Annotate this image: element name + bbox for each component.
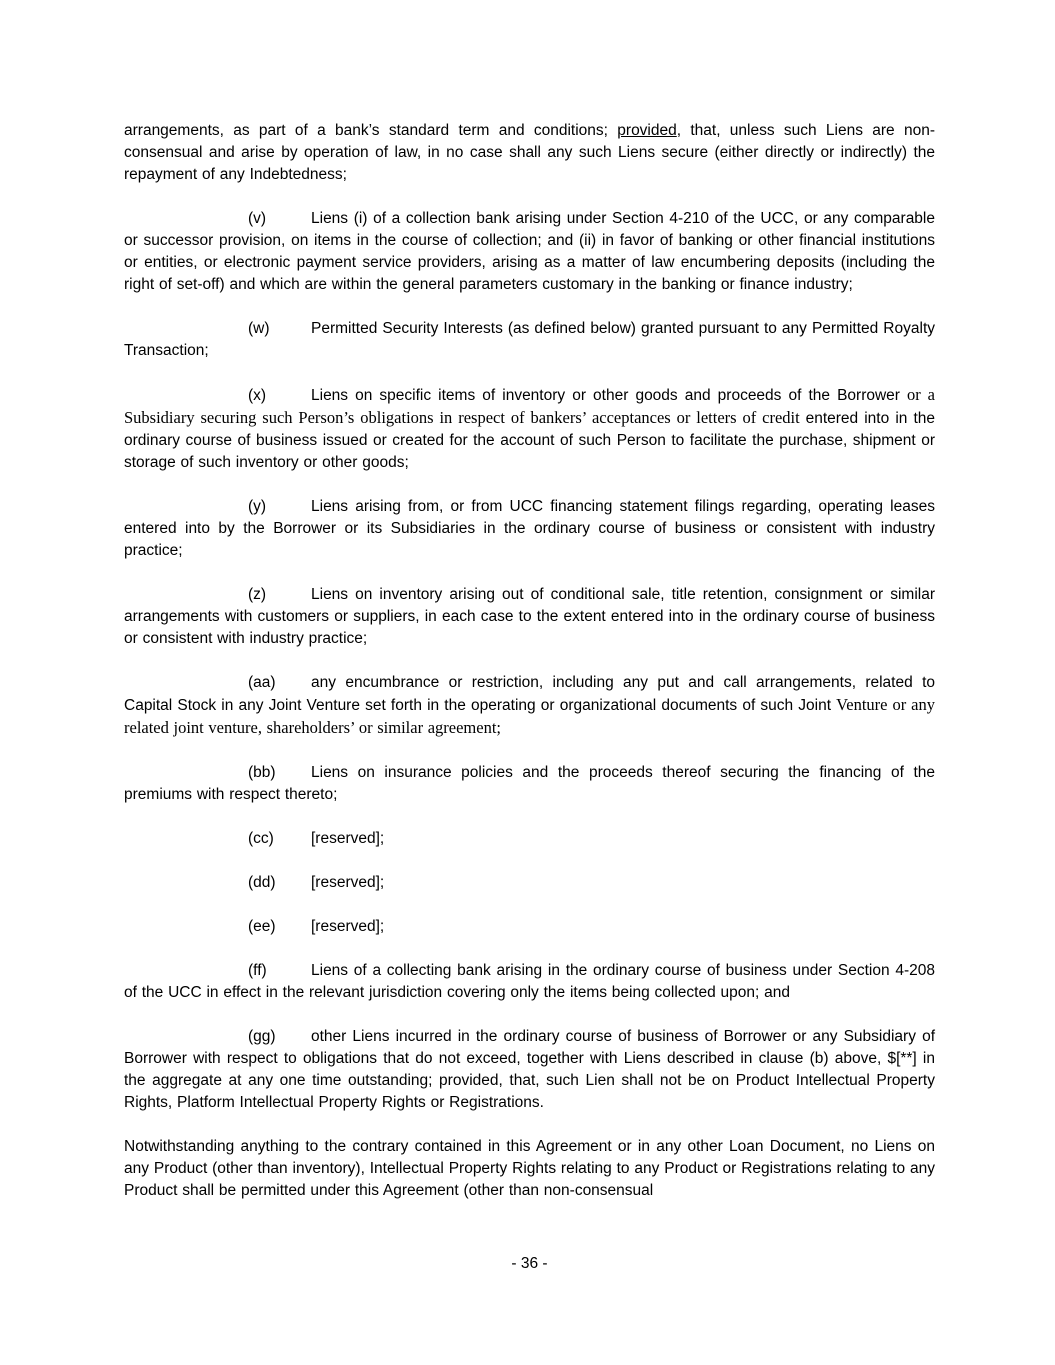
clause-label: (dd) xyxy=(248,874,276,891)
first-line-indent xyxy=(124,222,248,223)
clause-paragraph xyxy=(124,584,935,650)
first-line-indent xyxy=(124,598,248,599)
first-line-indent xyxy=(124,930,248,931)
clause-paragraph xyxy=(124,672,935,740)
text-segment-serif: or a Subsidiary securing such Person’s obligations in respect of bankers’ acceptances or letters of credit xyxy=(124,385,935,427)
clause-label: (ee) xyxy=(248,918,276,935)
clause-paragraph xyxy=(124,1026,935,1114)
clause-label: (z) xyxy=(248,586,267,603)
text-segment: arrangements, as part of a bank’s standard term and conditions; xyxy=(124,122,618,139)
clause-label: (ff) xyxy=(248,962,267,979)
body-paragraph xyxy=(124,1136,935,1202)
first-line-indent xyxy=(124,332,248,333)
clause-paragraph xyxy=(124,384,935,474)
clause-paragraph xyxy=(124,872,935,894)
text-segment: Liens on specific items of inventory or other goods and proceeds of the Borrower xyxy=(311,387,908,404)
clause-paragraph xyxy=(124,762,935,806)
clause-paragraph xyxy=(124,208,935,296)
clause-label: (bb) xyxy=(248,764,276,781)
text-segment: Liens on inventory arising out of conditional sale, title retention, consignment or similar arrangements with customers or suppliers, in each case to the extent entered into in the ordinary course of business or consistent with industry practice; xyxy=(124,586,935,647)
text-segment: entered into in the ordinary course of business issued or created for the account of such Person to facilitate the purchase, shipment or storage of such inventory or other goods; xyxy=(124,410,936,471)
clause-paragraph xyxy=(124,916,935,938)
text-segment: [reserved]; xyxy=(311,874,385,891)
text-segment: Notwithstanding anything to the contrary contained in this Agreement or in any other Loan Document, no Liens on any Product (other than inventory), Intellectual Property Rights relating to any Product or Registrations relating to any Product shall be permitted under this Agreement (other than non-consensual xyxy=(124,1138,935,1199)
clause-paragraph xyxy=(124,496,935,562)
first-line-indent xyxy=(124,842,248,843)
text-segment: Liens of a collecting bank arising in the ordinary course of business under Section 4-208 of the UCC in effect in the relevant jurisdiction covering only the items being collected upon; and xyxy=(124,962,935,1001)
text-segment: Liens (i) of a collection bank arising under Section 4-210 of the UCC, or any comparable or successor provision, on items in the course of collection; and (ii) in favor of banking or other financial institutions or entities, or electronic payment service providers, arising as a matter of law encumbering deposits (including the right of set-off) and which are within the general parameters customary in the banking or finance industry; xyxy=(124,210,935,293)
first-line-indent xyxy=(124,510,248,511)
clause-label: (aa) xyxy=(248,674,276,691)
first-line-indent xyxy=(124,974,248,975)
first-line-indent xyxy=(124,886,248,887)
first-line-indent xyxy=(124,686,248,687)
clause-paragraph xyxy=(124,960,935,1004)
body-paragraph xyxy=(124,120,935,186)
text-segment: , that, unless such Liens are non-consensual and arise by operation of law, in no case shall any such Liens secure (either directly or indirectly) the repayment of any Indebtedness; xyxy=(124,122,935,183)
text-segment: Permitted Security Interests (as defined below) granted pursuant to any Permitted Royalty Transaction; xyxy=(124,320,935,359)
first-line-indent xyxy=(124,776,248,777)
first-line-indent xyxy=(124,1040,248,1041)
clause-paragraph xyxy=(124,318,935,362)
clause-paragraph xyxy=(124,828,935,850)
clause-label: (y) xyxy=(248,498,267,515)
text-segment-serif: Venture or any related joint venture, shareholders’ or similar agreement; xyxy=(124,695,935,737)
clause-label: (x) xyxy=(248,387,267,404)
text-segment: Liens arising from, or from UCC financing statement filings regarding, operating leases entered into by the Borrower or its Subsidiaries in the ordinary course of business or consistent with industry practice; xyxy=(124,498,935,559)
text-segment: [reserved]; xyxy=(311,918,385,935)
clause-label: (w) xyxy=(248,320,270,337)
clause-label: (v) xyxy=(248,210,267,227)
text-segment: Liens on insurance policies and the proceeds thereof securing the financing of the premiums with respect thereto; xyxy=(124,764,935,803)
text-segment: [reserved]; xyxy=(311,830,385,847)
page-number: - 36 - xyxy=(511,1255,548,1272)
document-body xyxy=(124,120,935,1224)
text-segment-underline: provided xyxy=(617,122,677,139)
text-segment: any encumbrance or restriction, including any put and call arrangements, related to Capital Stock in any Joint Venture set forth in the operating or organizational documents of such Joint xyxy=(124,674,935,714)
clause-label: (gg) xyxy=(248,1028,276,1045)
clause-label: (cc) xyxy=(248,830,274,847)
text-segment: other Liens incurred in the ordinary course of business of Borrower or any Subsidiary of Borrower with respect to obligations that do not exceed, together with Liens described in clause (b) above, $[**] in the aggregate at any one time outstanding; provided, that, such Lien shall not be on Product Intellectual Property Rights, Platform Intellectual Property Rights or Registrations. xyxy=(124,1028,935,1111)
first-line-indent xyxy=(124,399,248,400)
